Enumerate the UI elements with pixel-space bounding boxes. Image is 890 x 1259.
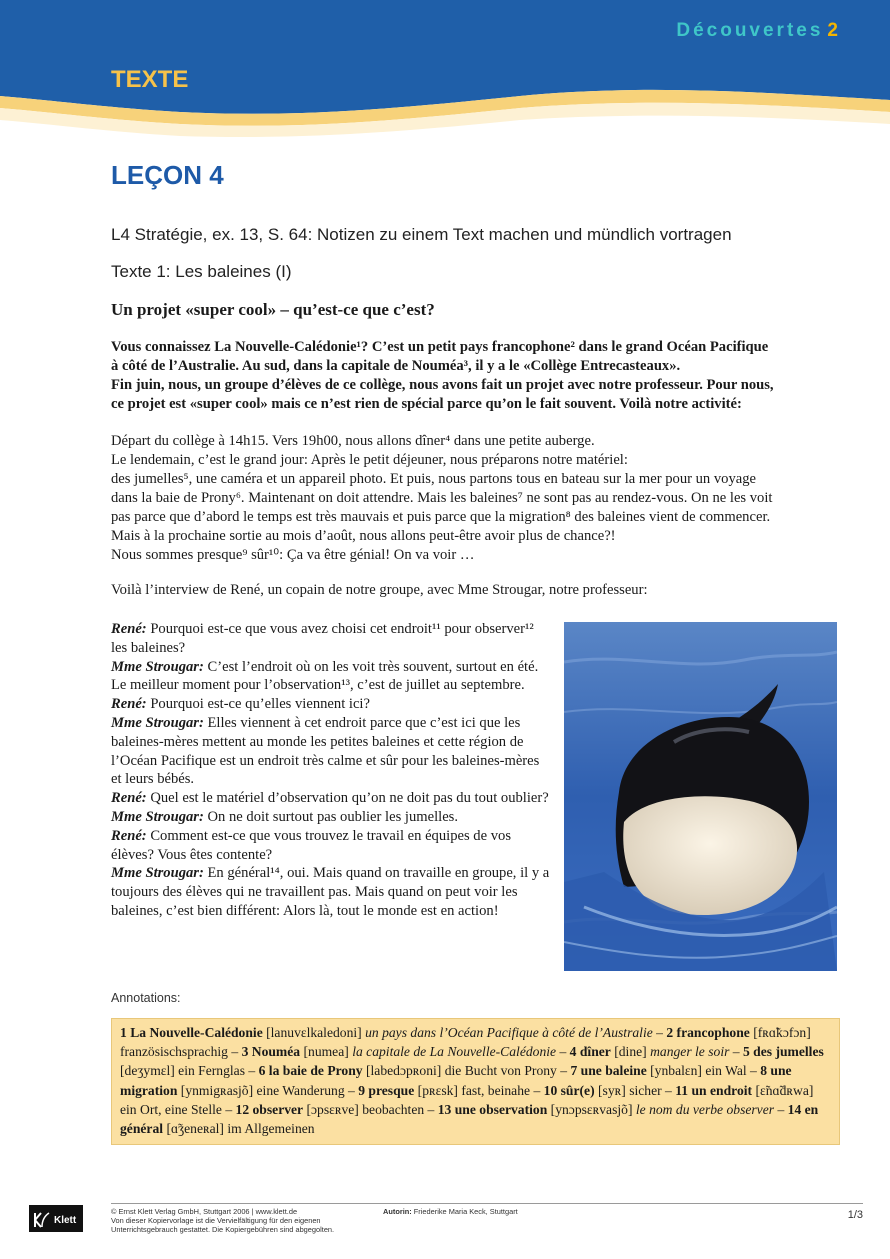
dialogue-text: On ne doit surtout pas oublier les jumelles. [203, 808, 458, 825]
story-line: Mais à la prochaine sortie au mois d’août, nous allons peut-être avoir plus de chance?! [111, 528, 616, 544]
annotation-explanation: sicher [629, 1082, 662, 1098]
footer-author [383, 1207, 518, 1216]
annotation-entry [570, 1044, 730, 1059]
story-line: Départ du collège à 14h15. Vers 19h00, nous allons dîner⁴ dans une petite auberge. [111, 433, 595, 449]
story-line: Le lendemain, c’est le grand jour: Après le petit déjeuner, nous préparons notre matériel: [111, 452, 628, 468]
footer-line: Von dieser Kopiervorlage ist die Vervielfältigung für den eigenen [111, 1216, 321, 1225]
annotation-entry [570, 1063, 746, 1078]
annotation-pronunciation: [pʀɛsk] [414, 1082, 462, 1098]
annotation-explanation: le nom du verbe observer [635, 1101, 775, 1117]
footer-copyright [111, 1207, 334, 1234]
annotation-term: 12 observer [235, 1101, 304, 1117]
annotation-explanation: französischsprachig [120, 1044, 228, 1060]
annotations-label: Annotations: [111, 991, 181, 1005]
interview-dialogue [111, 620, 551, 921]
intro-line: Fin juin, nous, un groupe d’élèves de ce collège, nous avons fait un projet avec notre professeur. Pour nous, [111, 377, 774, 393]
dialogue-text: Pourquoi est-ce que vous avez choisi cet endroit¹¹ pour observer¹² les baleines? [111, 621, 534, 656]
annotation-explanation: la capitale de La Nouvelle-Calédonie [352, 1044, 557, 1060]
speaker-name: René: [111, 790, 147, 807]
speaker-name: Mme Strougar: [111, 865, 204, 882]
annotation-explanation: beobachten [362, 1101, 425, 1117]
annotation-pronunciation: [deʒymɛl] [120, 1063, 179, 1079]
lesson-title: LEÇON 4 [111, 160, 224, 190]
dialogue-text: Elles viennent à cet endroit parce que c’est ici que les baleines-mères mettent au monde les petites baleines et cette région de l’Océan Pacifique est un endroit très calme et sûr pour les baleines-mères et leurs bébés. [111, 714, 540, 788]
exercise-heading: L4 Stratégie, ex. 13, S. 64: Notizen zu einem Text machen und mündlich vortragen [111, 225, 732, 244]
orca-photo [564, 622, 837, 971]
annotation-pronunciation: [ynɔpsɛʀvasjõ] [547, 1101, 636, 1117]
annotation-explanation: im Allgemeinen [227, 1121, 315, 1137]
annotation-pronunciation: [numea] [300, 1044, 353, 1060]
dialogue-line [111, 695, 551, 714]
dialogue-text: C’est l’endroit où on les voit très souvent, surtout en été. Le meilleur moment pour l’observation¹³, c’est de juillet au septembre. [111, 658, 539, 694]
annotation-explanation: ein Fernglas [178, 1063, 245, 1079]
dialogue-text: Quel est le matériel d’observation qu’on ne doit pas du tout oublier? [146, 790, 549, 807]
intro-line: à côté de l’Australie. Au sud, dans la capitale de Nouméa³, il y a le «Collège Entrecasteaux». [111, 358, 681, 374]
annotation-term: 7 une baleine [570, 1063, 647, 1079]
speaker-name: René: [111, 696, 147, 713]
annotation-term: 11 un endroit [675, 1082, 753, 1098]
logo-text: Klett [54, 1215, 77, 1226]
annotation-entry [259, 1063, 557, 1078]
annotation-term: 13 une observation [437, 1101, 548, 1117]
annotations-box: 1 La Nouvelle-Calédonie [lanuvɛlkaledoni] un pays dans l’Océan Pacifique à côté de l’Australie – 2 francophone [fʀɑ̃kɔfɔn] französischsprachig – 3 Nouméa [numea] la capitale de La Nouvelle-Calédonie – 4 dîner [dine] manger le soir – 5 des jumelles [deʒymɛl] ein Fernglas – 6 la baie de Prony [labedɔpʀoni] die Bucht von Prony – 7 une baleine [ynbalɛn] ein Wal – 8 une migration [ynmigʀasjõ] eine Wanderung – 9 presque [pʀɛsk] fast, beinahe – 10 sûr(e) [syʀ] sicher – 11 un endroit [ɛ̃nɑ̃dʀwa] ein Ort, eine Stelle – 12 observer [ɔpsɛʀve] beobachten – 13 une observation [ynɔpsɛʀvasjõ] le nom du verbe observer – 14 en général [ɑ̃ʒeneʀal] im Allgemeinen [111, 1018, 840, 1145]
story-line: pas parce que d’abord le temps est très mauvais et puis parce que la migration⁸ des baleines vient de commencer. [111, 509, 771, 525]
story-paragraph [111, 432, 841, 565]
annotation-explanation: ein Ort, eine Stelle [120, 1101, 222, 1117]
dialogue-line [111, 864, 551, 920]
annotation-term: 4 dîner [569, 1044, 611, 1060]
annotation-term: 8 une migration [120, 1063, 792, 1098]
annotation-pronunciation: [syʀ] [594, 1082, 630, 1098]
annotation-term: 2 francophone [666, 1025, 750, 1040]
annotation-pronunciation: [fʀɑ̃kɔfɔn] [749, 1025, 811, 1040]
dialogue-line [111, 714, 551, 789]
intro-line: ce projet est «super cool» mais ce n’est rien de spécial parce qu’on le fait souvent. Voilà notre activité: [111, 396, 742, 412]
speaker-name: René: [111, 621, 147, 637]
dialogue-line [111, 620, 551, 658]
annotation-pronunciation: [labedɔpʀoni] [362, 1063, 445, 1079]
annotation-pronunciation: [lanuvɛlkaledoni] [262, 1025, 366, 1040]
speaker-name: Mme Strougar: [111, 714, 204, 731]
author-name: Friederike Maria Keck, Stuttgart [413, 1207, 518, 1216]
annotation-term: 6 la baie de Prony [258, 1063, 363, 1079]
footer-line: © Ernst Klett Verlag GmbH, Stuttgart 2006 | www.klett.de [111, 1207, 298, 1216]
dialogue-text: Pourquoi est-ce qu’elles viennent ici? [146, 696, 370, 713]
annotation-explanation: eine Wanderung [256, 1082, 345, 1098]
annotation-pronunciation: [ɑ̃ʒeneʀal] [163, 1121, 228, 1137]
text-title: Texte 1: Les baleines (I) [111, 262, 292, 281]
story-line: dans la baie de Prony⁶. Maintenant on doit attendre. Mais les baleines⁷ ne sont pas au rendez-vous. On ne les voit [111, 490, 773, 506]
dialogue-line [111, 808, 551, 827]
annotation-term: 5 des jumelles [742, 1044, 824, 1060]
annotation-explanation: die Bucht von Prony [444, 1063, 557, 1079]
annotation-entry [544, 1083, 662, 1098]
annotation-explanation: ein Wal [705, 1063, 747, 1079]
annotation-entry [358, 1083, 530, 1098]
dialogue-line [111, 658, 551, 696]
subtitle: Un projet «super cool» – qu’est-ce que c’est? [111, 300, 435, 319]
intro-line: Vous connaissez La Nouvelle-Calédonie¹? C’est un petit pays francophone² dans le grand Océan Pacifique [111, 339, 769, 355]
story-line: des jumelles⁵, une caméra et un appareil photo. Et puis, nous partons tous en bateau sur la mer pour un voyage [111, 471, 757, 487]
annotation-entry [438, 1102, 774, 1117]
dialogue-line [111, 827, 551, 865]
annotation-pronunciation: [dine] [610, 1044, 651, 1060]
annotation-pronunciation: [ynmigʀasjõ] [177, 1082, 257, 1098]
section-title: TEXTE [111, 66, 189, 93]
annotation-explanation: un pays dans l’Océan Pacifique à côté de l’Australie [365, 1025, 653, 1040]
story-line: Nous sommes presque⁹ sûr¹⁰: Ça va être génial! On va voir … [111, 547, 475, 563]
annotation-entry [242, 1044, 557, 1059]
annotation-explanation: fast, beinahe [461, 1082, 531, 1098]
header-banner [0, 0, 890, 140]
annotation-term: 9 presque [358, 1082, 415, 1098]
annotation-term: 1 La Nouvelle-Calédonie [120, 1025, 263, 1040]
intro-paragraph [111, 338, 841, 414]
klett-logo [29, 1205, 83, 1232]
annotation-term: 10 sûr(e) [543, 1082, 595, 1098]
brand-number: 2 [827, 20, 838, 41]
annotation-term: 14 en général [120, 1101, 819, 1137]
dialogue-text: Comment est-ce que vous trouvez le travail en équipes de vos élèves? Vous êtes contente? [111, 827, 512, 863]
annotation-pronunciation: [ɛ̃nɑ̃dʀwa] [752, 1082, 814, 1098]
annotation-pronunciation: [ɔpsɛʀve] [303, 1101, 363, 1117]
dialogue-line [111, 789, 551, 808]
author-label: Autorin: [383, 1207, 412, 1216]
footer-divider [111, 1203, 863, 1204]
annotation-pronunciation: [ynbalɛn] [646, 1063, 706, 1079]
annotation-explanation: manger le soir [650, 1044, 730, 1060]
interview-intro: Voilà l’interview de René, un copain de notre groupe, avec Mme Strougar, notre professeur: [111, 582, 648, 598]
brand-title: Découvertes 2 [676, 20, 838, 41]
speaker-name: Mme Strougar: [111, 658, 204, 675]
annotation-entry [120, 1025, 653, 1040]
footer-line: Unterrichtsgebrauch gestattet. Die Kopiergebühren sind abgegolten. [111, 1225, 335, 1234]
annotation-term: 3 Nouméa [241, 1044, 301, 1060]
speaker-name: Mme Strougar: [111, 808, 204, 825]
page-number: 1/3 [847, 1209, 863, 1221]
annotation-entry [236, 1102, 425, 1117]
speaker-name: René: [111, 827, 147, 844]
dialogue-text: En général¹⁴, oui. Mais quand on travaille en groupe, il y a toujours des élèves qui ne travaillent pas. Mais quand on peut voir les baleines, c’est bien différent: Alors là, tout le monde est en action! [111, 865, 550, 919]
